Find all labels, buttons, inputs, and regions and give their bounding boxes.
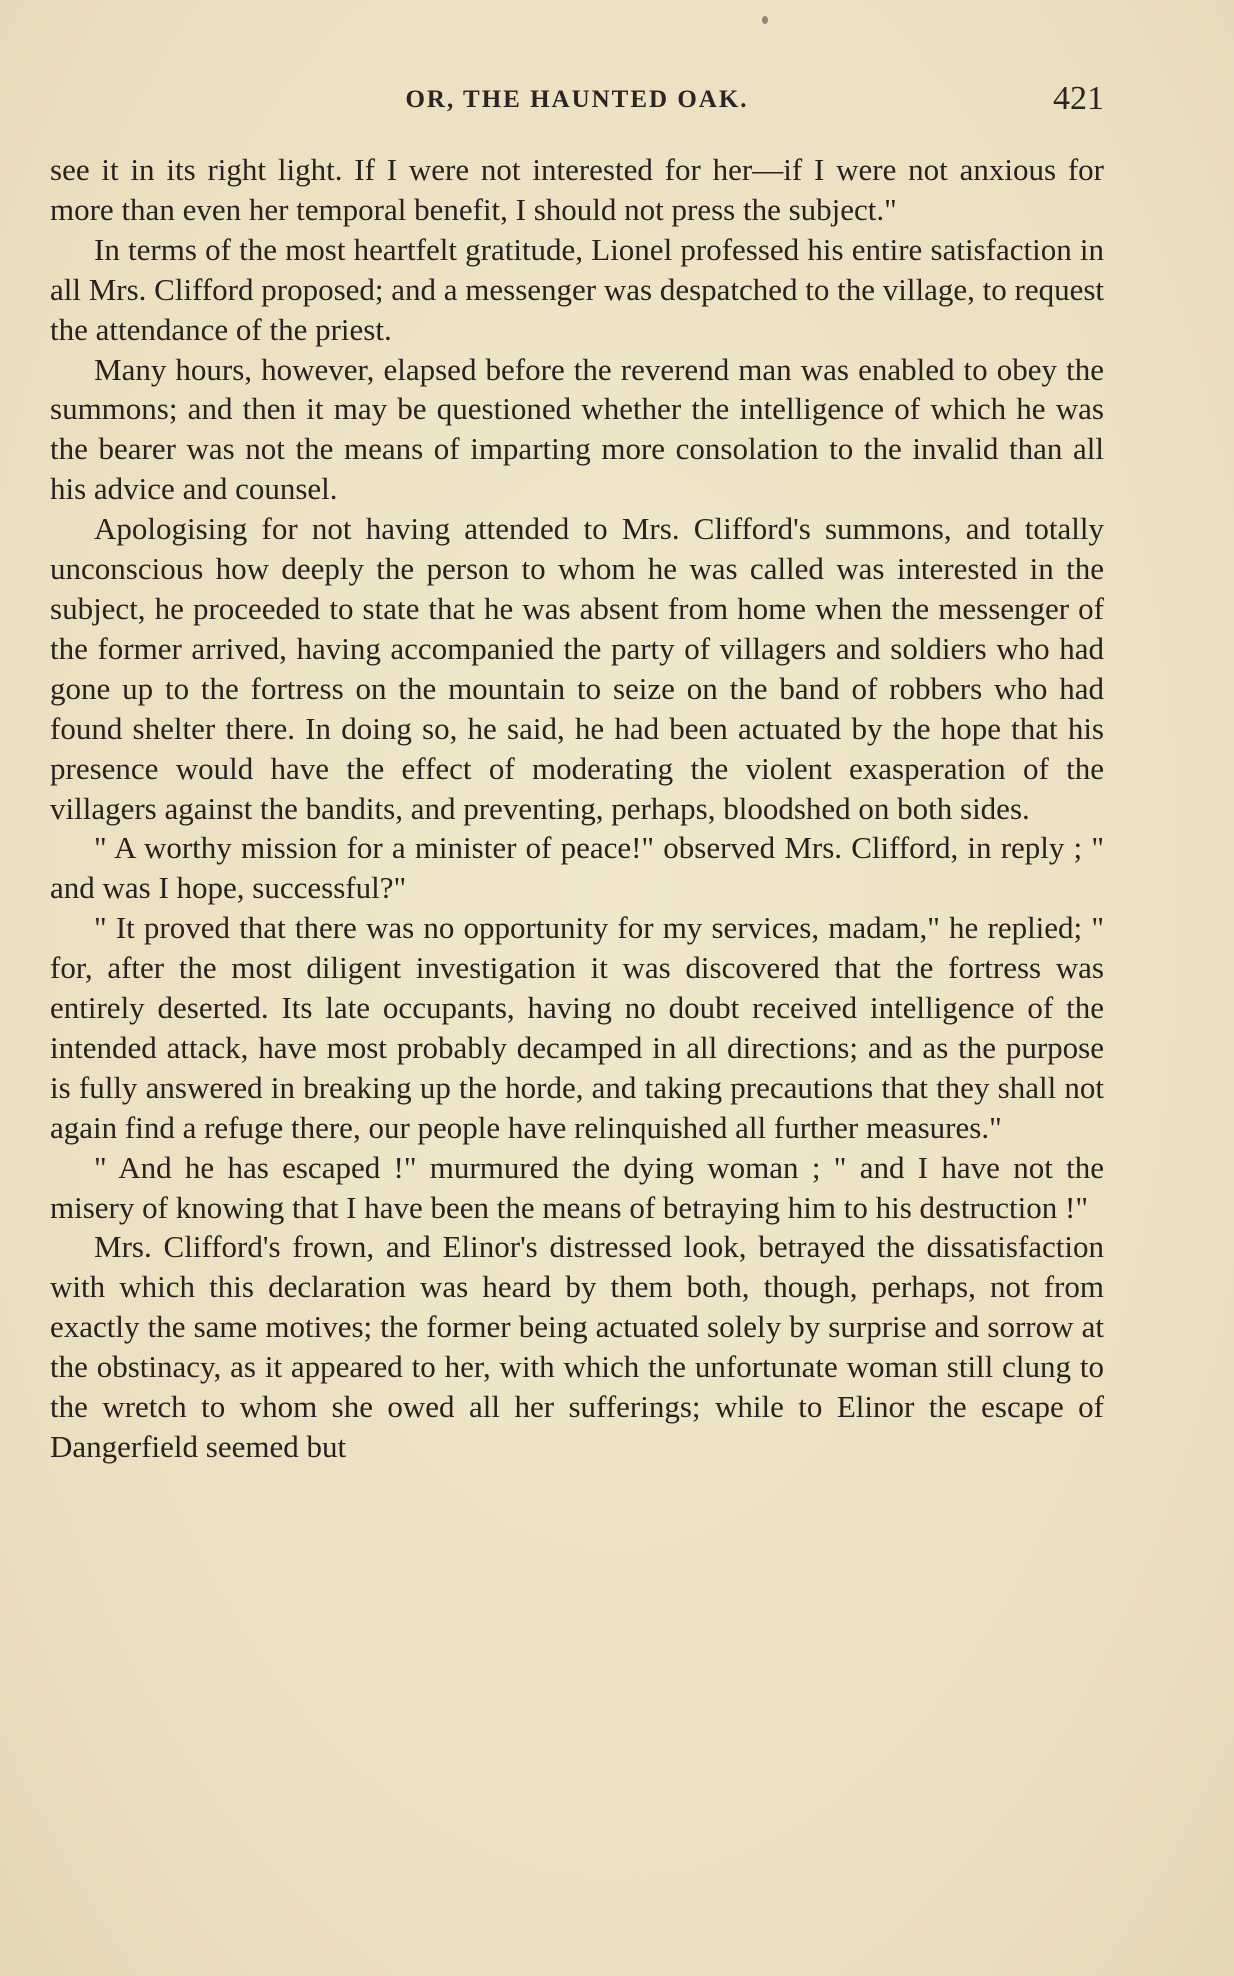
page-number: 421 (1053, 80, 1104, 117)
paragraph: " It proved that there was no opportunity for my services, madam," he replied; " for, after the most diligent investigation it was discovered that the fortress was entirely deserted. Its late occupants, having no doubt received intelligence of the intended attack, have most probably decamped in all directions; and as the purpose is fully answered in breaking up the horde, and taking precautions that they shall not again find a refuge there, our people have relinquished all further measures." (50, 910, 1104, 1145)
page-header (50, 78, 1104, 118)
paragraph: In terms of the most heartfelt gratitude, Lionel professed his entire satisfaction in all Mrs. Clifford proposed; and a messenger was despatched to the village, to request the attendance of the priest. (50, 231, 1105, 347)
paragraph-continued: see it in its right light. If I were not interested for her—if I were not anxious for more than even her temporal benefit, I should not press the subject." (50, 152, 1104, 227)
paragraph: " A worthy mission for a minister of peace!" observed Mrs. Clifford, in reply ; " and was I hope, successful?" (50, 830, 1104, 906)
running-head: OR, THE HAUNTED OAK. (405, 86, 749, 113)
paragraph: Many hours, however, elapsed before the reverend man was enabled to obey the summons; and then it may be questioned whether the intelligence of which he was the bearer was not the means of imparting more consolation to the invalid than all his advice and counsel. (50, 351, 1104, 507)
paragraph: Mrs. Clifford's frown, and Elinor's distressed look, betrayed the dissatisfaction with which this declaration was heard by them both, though, perhaps, not from exactly the same motives; the former being actuated solely by surprise and sorrow at the obstinacy, as it appeared to her, with which the unfortunate woman still clung to the wretch to whom she owed all her sufferings; while to Elinor the escape of Dangerfield seemed but (50, 1229, 1104, 1464)
body-text (50, 150, 1104, 1467)
ink-speck (762, 16, 768, 24)
paragraph: Apologising for not having attended to Mrs. Clifford's summons, and totally unconscious how deeply the person to whom he was called was interested in the subject, he proceeded to state that he was absent from home when the messenger of the former arrived, having accompanied the party of villagers and soldiers who had gone up to the fortress on the mountain to seize on the band of robbers who had found shelter there. In doing so, he said, he had been actuated by the hope that his presence would have the effect of moderating the violent exasperation of the villagers against the bandits, and preventing, perhaps, bloodshed on both sides. (50, 511, 1104, 826)
paragraph: " And he has escaped !" murmured the dying woman ; " and I have not the misery of knowing that I have been the means of betraying him to his destruction !" (50, 1149, 1104, 1225)
